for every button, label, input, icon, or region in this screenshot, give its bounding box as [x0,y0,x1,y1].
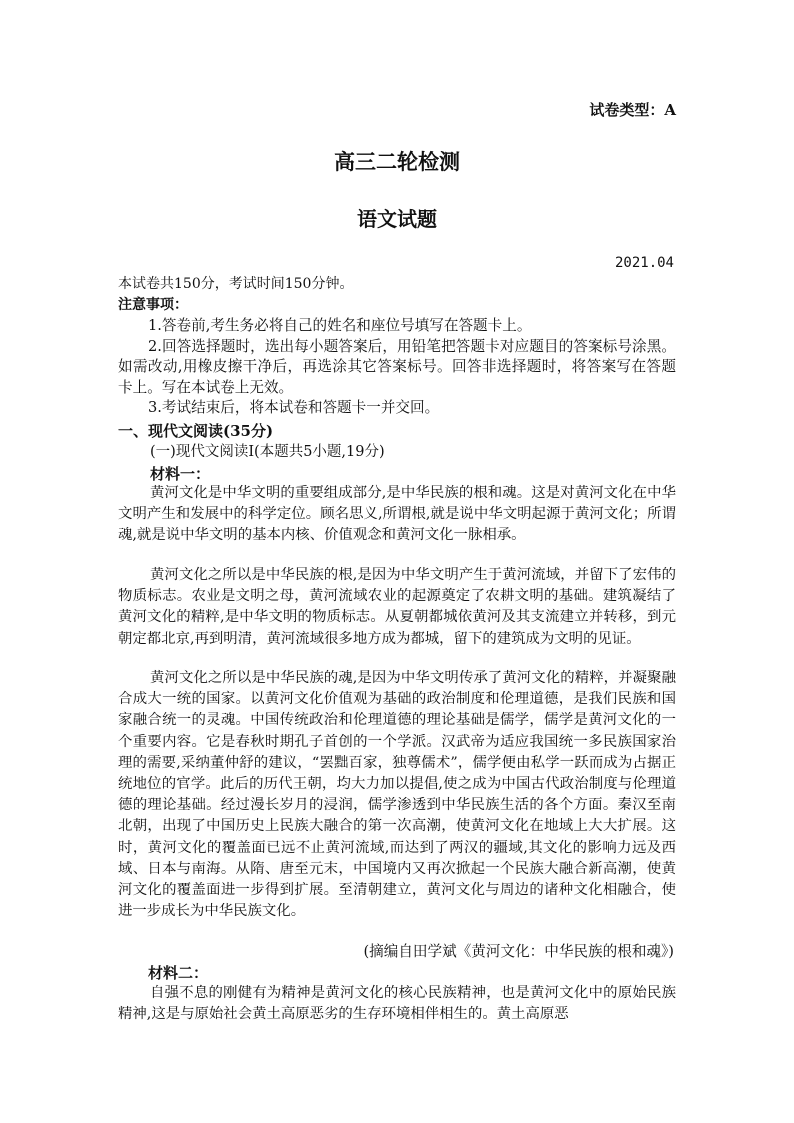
exam-date: 2021.04 [614,255,674,271]
paragraph: 黄河文化之所以是中华民族的魂,是因为中华文明传承了黄河文化的精粹，并凝聚融合成大一统的国家。以黄河文化价值观为基础的政治制度和伦理道德，是我们民族和国家融合统一的灵魂。中国传统政治和伦理道德的理论基础是儒学，儒学是黄河文化的一个重要内容。它是春秋时期孔子首创的一个学派。汉武帝为适应我国统一多民族国家治理的需要,采纳董仲舒的建议，“罢黜百家，独尊儒术”，儒学便由私学一跃而成为占据正统地位的官学。此后的历代王朝，均大力加以提倡,使之成为中国古代政治制度与伦理道德的理论基础。经过漫长岁月的浸润，儒学渗透到中华民族生活的各个方面。秦汉至南北朝，出现了中国历史上民族大融合的第一次高潮，使黄河文化在地域上大大扩展。这时，黄河文化的覆盖面已远不止黄河流域,而达到了两汉的疆域,其文化的影响力远及西域、日本与南海。从隋、唐至元末，中国境内又再次掀起一个民族大融合新高潮，使黄河文化的覆盖面进一步得到扩展。至清朝建立，黄河文化与周边的诸种文化相融合，使进一步成长为中华民族文化。 [118,670,676,920]
note-item: 3.考试结束后，将本试卷和答题卡一并交回。 [148,399,440,416]
material1-paragraph-1 [118,483,676,547]
notes-list [118,316,676,419]
material1-paragraph-2 [118,565,676,650]
paper-type-label: 试卷类型：A [589,101,676,119]
note-item: 1.答卷前,考生务必将自己的姓名和座位号填写在答题卡上。 [148,317,532,334]
exam-title: 高三二轮检测 [334,149,460,174]
material2-paragraph-1 [118,983,676,1025]
material2-label: 材料二： [148,964,209,982]
notes-heading: 注意事项： [118,297,188,313]
material1-citation: (摘编自田学斌《黄河文化：中华民族的根和魂》) [363,943,674,960]
exam-info: 本试卷共150分，考试时间150分钟。 [118,276,354,292]
subject-title: 语文试题 [357,207,437,231]
section-heading: 一、现代文阅读(35分) [118,422,274,440]
paragraph: 黄河文化之所以是中华民族的根,是因为中华文明产生于黄河流域，并留下了宏伟的物质标志。农业是文明之母，黄河流域农业的起源奠定了农耕文明的基础。建筑凝结了黄河文化的精粹,是中华文明的物质标志。从夏朝都城依黄河及其支流建立并转移，到元朝定都北京,再到明清，黄河流域很多地方成为都城，留下的建筑成为文明的见证。 [118,567,676,647]
paragraph: 自强不息的刚健有为精神是黄河文化的核心民族精神，也是黄河文化中的原始民族精神,这是与原始社会黄土高原恶劣的生存环境相伴相生的。黄土高原恶 [118,985,676,1023]
material1-label: 材料一： [150,465,211,483]
paragraph: 黄河文化是中华文明的重要组成部分,是中华民族的根和魂。这是对黄河文化在中华文明产生和发展中的科学定位。顾名思义,所谓根,就是说中华文明起源于黄河文化；所谓魂,就是说中华文明的基本内核、价值观念和黄河文化一脉相承。 [118,485,676,544]
note-item: 2.回答选择题时，选出每小题答案后，用铅笔把答题卡对应题目的答案标号涂黑。如需改动,用橡皮擦干净后，再选涂其它答案标号。回答非选择题时，将答案写在答题卡上。写在本试卷上无效。 [118,337,676,396]
material1-paragraph-3 [118,668,676,922]
section-subheading: (一)现代文阅读Ⅰ(本题共5小题,19分) [150,444,385,460]
